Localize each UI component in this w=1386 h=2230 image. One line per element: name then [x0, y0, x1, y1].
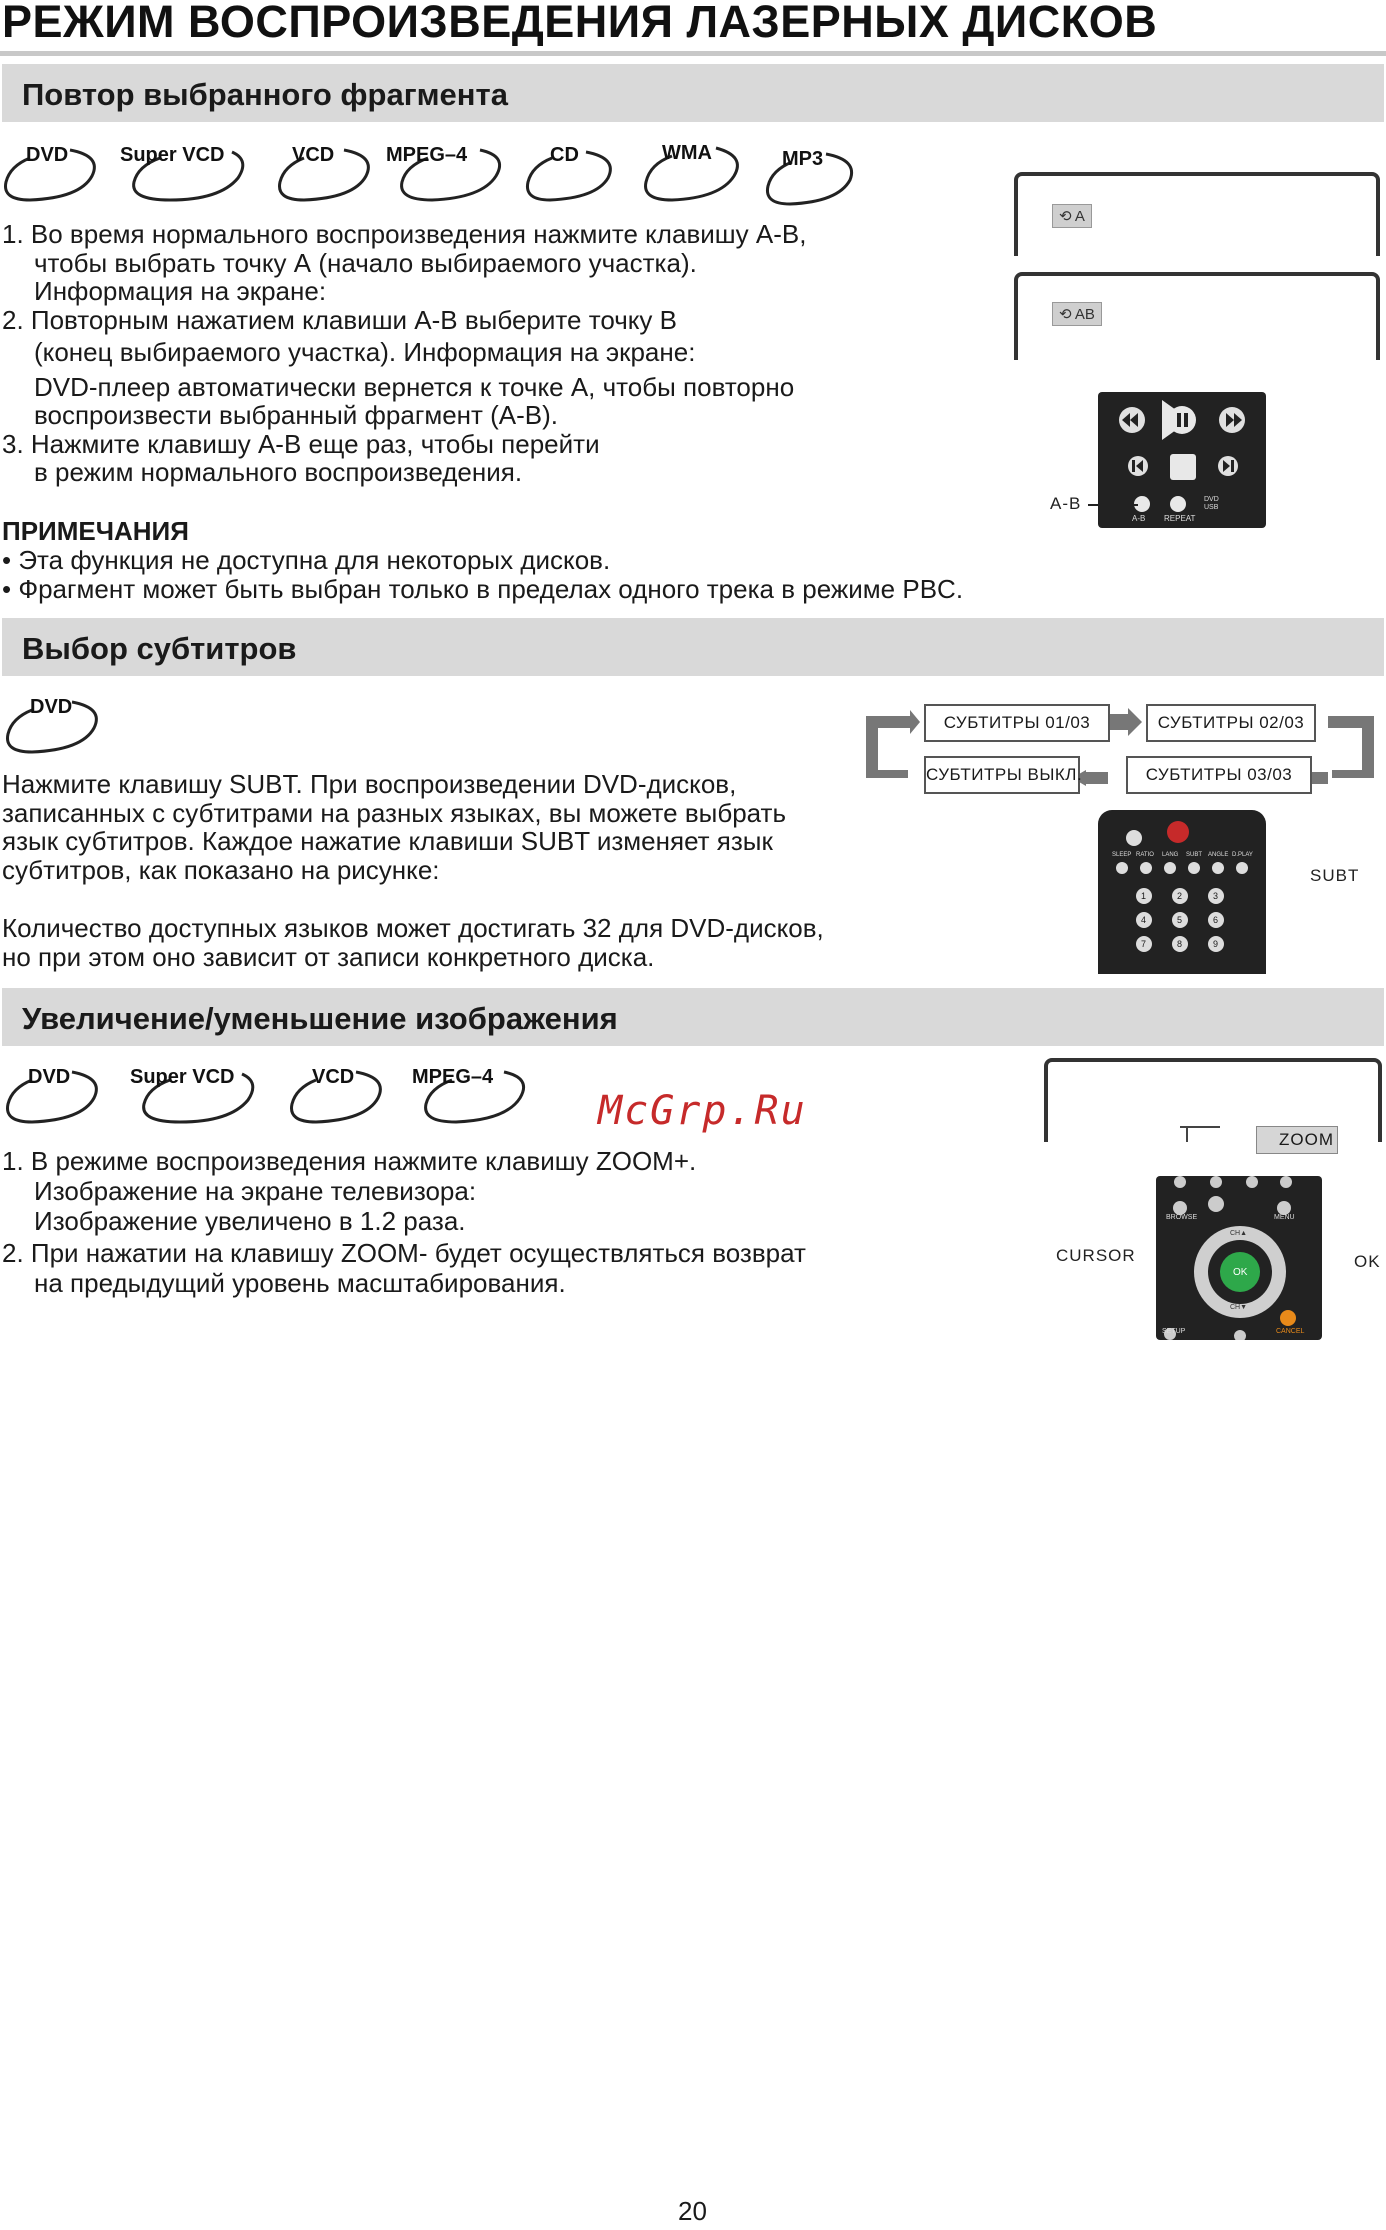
digit-label: 3 — [1213, 891, 1219, 901]
text-line: но при этом оно зависит от записи конкретного диска. — [2, 941, 655, 972]
remote-label: CH▲ — [1230, 1230, 1248, 1237]
section-header-zoom — [2, 988, 1384, 1046]
instruction-line: 1. В режиме воспроизведения нажмите клавишу ZOOM+. — [2, 1146, 697, 1176]
instruction-line: чтобы выбрать точку А (начало выбираемого участка). — [34, 247, 697, 278]
instruction-line: в режим нормального воспроизведения. — [34, 457, 523, 487]
disc-label: MPEG–4 — [386, 144, 468, 166]
instruction-line: Изображение увеличено в 1.2 раза. — [34, 1206, 466, 1236]
subtitle-state-box: СУБТИТРЫ 01/03 — [924, 704, 1110, 742]
disc-icon — [408, 1066, 528, 1124]
instruction-line: 2. Повторным нажатием клавиши A-B выберите точку В — [2, 304, 677, 335]
repeat-icon: ⟲ — [1059, 208, 1075, 225]
text-line: Нажмите клавишу SUBT. При воспроизведении DVD-дисков, — [2, 769, 737, 799]
osd-repeat-ab — [1052, 302, 1102, 326]
instruction-line: воспроизвести выбранный фрагмент (А-В). — [34, 400, 559, 430]
digit-label: 4 — [1141, 915, 1147, 925]
callout-line — [1088, 504, 1138, 506]
bullet: • — [2, 545, 19, 575]
section-title: Увеличение/уменьшение изображения — [22, 1001, 618, 1036]
disc-icon — [2, 1066, 102, 1124]
disc-label: DVD — [28, 1066, 71, 1088]
subtitle-paragraph-1 — [2, 770, 786, 884]
disc-icon — [636, 142, 744, 202]
instruction-line: на предыдущий уровень масштабирования. — [34, 1268, 566, 1298]
watermark: McGrp.Ru — [598, 1088, 807, 1134]
callout-ab: A-B — [1050, 494, 1082, 513]
note-text: Эта функция не доступна для некоторых дисков. — [18, 545, 611, 575]
disc-icon — [384, 144, 504, 202]
text-line: Количество доступных языков может достигать 32 для DVD-дисков, — [2, 913, 824, 943]
digit-label: 8 — [1177, 939, 1183, 949]
disc-label: VCD — [292, 144, 335, 166]
digit-label: 2 — [1177, 891, 1183, 901]
instruction-line: Изображение на экране телевизора: — [34, 1176, 477, 1206]
disc-label: DVD — [30, 696, 73, 718]
callout-line — [1186, 1126, 1188, 1142]
disc-label: MP3 — [782, 148, 824, 170]
ok-label: OK — [1233, 1267, 1248, 1278]
digit-label: 5 — [1177, 915, 1183, 925]
disc-label: Super VCD — [120, 144, 225, 166]
remote-control-subtitles — [1098, 810, 1266, 974]
instruction-line: 3. Нажмите клавишу A-B еще раз, чтобы перейти — [2, 428, 600, 459]
disc-icon — [0, 144, 100, 202]
disc-label: Super VCD — [130, 1066, 235, 1088]
remote-label: REPEAT — [1164, 514, 1196, 523]
remote-label: SUBT — [1186, 852, 1203, 858]
subtitle-state-box: СУБТИТРЫ ВЫКЛ. — [924, 756, 1080, 794]
title-rule — [0, 51, 1386, 56]
instruction-line: DVD-плеер автоматически вернется к точке А, чтобы повторно — [34, 371, 795, 402]
remote-label: SETUP — [1162, 1328, 1186, 1335]
instruction-line: 1. Во время нормального воспроизведения нажмите клавишу A-B, — [2, 219, 807, 249]
text-line: язык субтитров. Каждое нажатие клавиши SUBT изменяет язык — [2, 826, 773, 856]
disc-icon — [760, 148, 860, 206]
remote-control-playback — [1098, 392, 1266, 528]
digit-label: 6 — [1213, 915, 1219, 925]
remote-label: LANG — [1162, 852, 1179, 858]
disc-icon — [2, 696, 102, 754]
disc-label: MPEG–4 — [412, 1066, 494, 1088]
note-item — [2, 575, 963, 604]
osd-zoom — [1256, 1126, 1338, 1154]
digit-label: 1 — [1141, 891, 1147, 901]
instructions-zoom — [2, 1146, 806, 1298]
remote-label: CANCEL — [1276, 1328, 1305, 1335]
callout-cursor: CURSOR — [1056, 1246, 1136, 1265]
repeat-icon: ⟲ — [1059, 306, 1075, 323]
remote-label: RATIO — [1136, 852, 1154, 858]
disc-icon — [120, 1066, 260, 1124]
page-number: 20 — [678, 2196, 707, 2226]
disc-label: VCD — [312, 1066, 355, 1088]
notes-list — [2, 546, 963, 603]
remote-label: ANGLE — [1208, 852, 1229, 858]
osd-repeat-a — [1052, 204, 1092, 228]
osd-text: ZOOM — [1279, 1130, 1334, 1149]
instruction-line: 2. При нажатии на клавишу ZOOM- будет осуществляться возврат — [2, 1238, 806, 1268]
callout-ok: OK — [1354, 1252, 1381, 1271]
disc-label: WMA — [662, 142, 712, 164]
disc-label: CD — [550, 144, 579, 166]
remote-label: DVD USB — [1204, 496, 1219, 511]
remote-label: D.PLAY — [1232, 852, 1253, 858]
digit-label: 7 — [1141, 939, 1147, 949]
instruction-line: (конец выбираемого участка). Информация на экране: — [34, 337, 696, 367]
callout-subt: SUBT — [1310, 866, 1360, 885]
disc-icon — [110, 144, 250, 202]
remote-control-navigation — [1156, 1176, 1322, 1340]
bullet: • — [2, 573, 19, 604]
text-line: записанных с субтитрами на разных языках, вы можете выбрать — [2, 797, 787, 828]
remote-label: A-B — [1132, 514, 1146, 523]
instructions-ab — [2, 220, 806, 487]
note-item — [2, 546, 963, 575]
disc-icon — [272, 144, 372, 202]
remote-label: MENU — [1274, 1214, 1295, 1221]
disc-label: DVD — [26, 144, 69, 166]
page-title: РЕЖИМ ВОСПРОИЗВЕДЕНИЯ ЛАЗЕРНЫХ ДИСКОВ — [2, 0, 1158, 47]
subtitle-paragraph-2 — [2, 914, 824, 971]
tv-screen-a — [1014, 172, 1380, 256]
section-header-ab-repeat — [2, 64, 1384, 122]
remote-label: SLEEP — [1112, 852, 1132, 858]
section-header-subtitles — [2, 618, 1384, 676]
section-title: Повтор выбранного фрагмента — [22, 77, 508, 112]
subtitle-state-box: СУБТИТРЫ 03/03 — [1126, 756, 1312, 794]
disc-icon — [520, 144, 620, 202]
notes-title: ПРИМЕЧАНИЯ — [2, 516, 189, 546]
subtitle-state-box: СУБТИТРЫ 02/03 — [1146, 704, 1316, 742]
instruction-line: Информация на экране: — [34, 276, 327, 306]
digit-label: 9 — [1213, 939, 1219, 949]
remote-label: BROWSE — [1166, 1214, 1198, 1221]
disc-icon — [284, 1066, 384, 1124]
note-text: Фрагмент может быть выбран только в пределах одного трека в режиме PBC. — [18, 573, 964, 604]
tv-screen-ab — [1014, 272, 1380, 360]
text-line: субтитров, как показано на рисунке: — [2, 854, 440, 885]
osd-text: A — [1074, 208, 1085, 225]
remote-label: CH▼ — [1230, 1304, 1248, 1311]
osd-text: AB — [1074, 306, 1095, 323]
section-title: Выбор субтитров — [22, 631, 297, 666]
